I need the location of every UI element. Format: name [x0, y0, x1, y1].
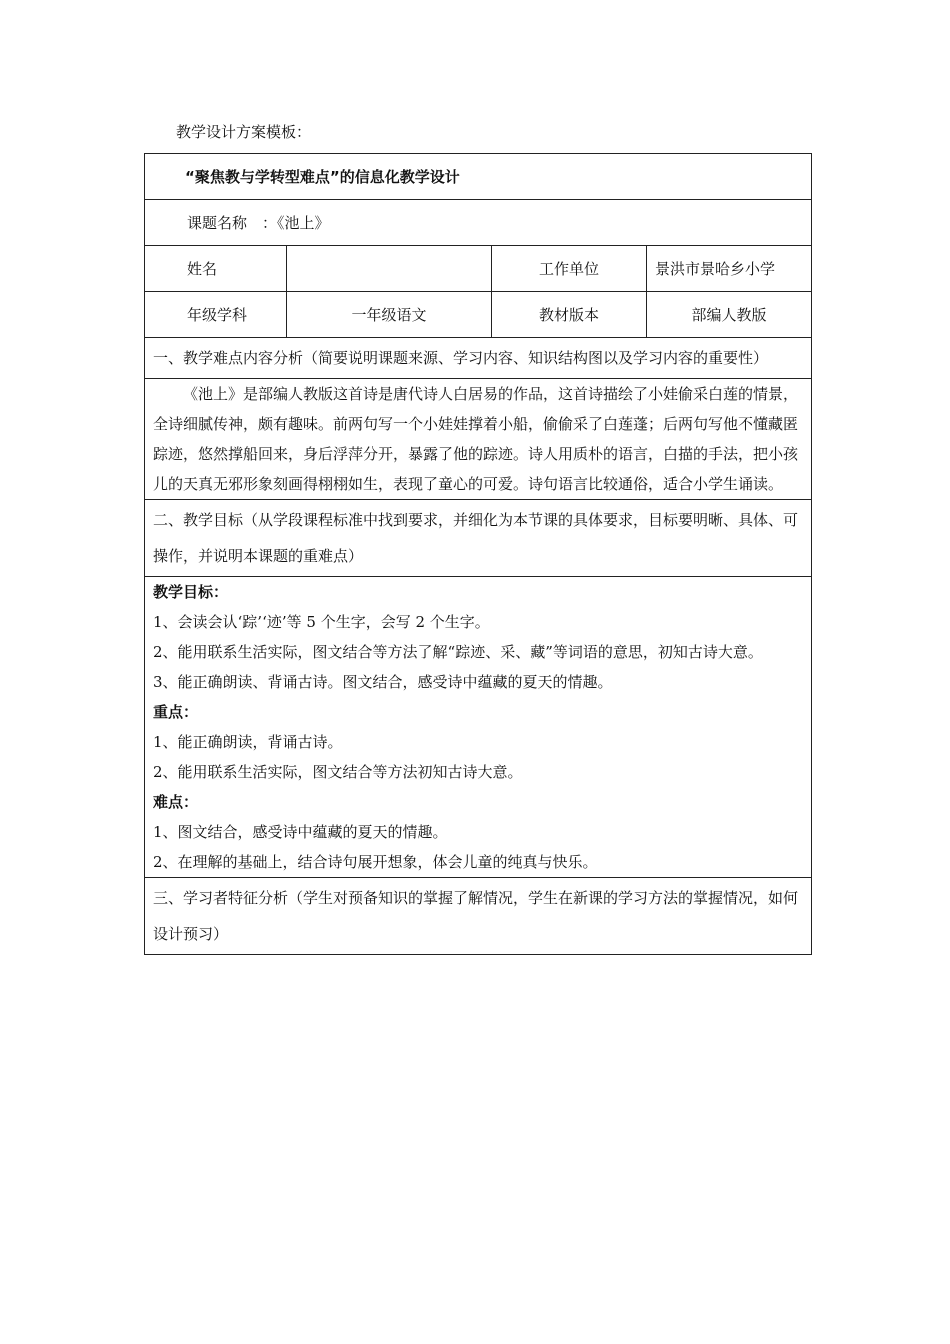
- info-row-1: [145, 246, 812, 292]
- key-point-item: 2、能用联系生活实际，图文结合等方法初知古诗大意。: [153, 763, 523, 781]
- edition-value: 部编人教版: [647, 292, 812, 338]
- table-title: “聚焦教与学转型难点”的信息化教学设计: [185, 167, 460, 186]
- topic-row: [145, 200, 812, 246]
- section3-heading-row: [145, 878, 812, 955]
- section2-heading: 二、教学目标（从学段课程标准中找到要求，并细化为本节课的具体要求，目标要明晰、具体、可操作，并说明本课题的重难点）: [145, 500, 812, 577]
- info-row-2: [145, 292, 812, 338]
- section1-heading-row: [145, 338, 812, 379]
- title-cell: [145, 154, 812, 200]
- title-row: [145, 154, 812, 200]
- name-label: 姓名: [145, 246, 287, 292]
- key-point-item: 1、能正确朗读，背诵古诗。: [153, 733, 343, 751]
- goal-item: 1、会读会认‘踪’‘迹’等 5 个生字，会写 2 个生字。: [153, 613, 490, 631]
- difficult-point-item: 2、在理解的基础上，结合诗句展开想象，体会儿童的纯真与快乐。: [153, 853, 598, 871]
- template-intro: 教学设计方案模板：: [176, 123, 312, 141]
- key-points-title: 重点：: [153, 703, 199, 721]
- section3-heading: 三、学习者特征分析（学生对预备知识的掌握了解情况，学生在新课的学习方法的掌握情况，如何设计预习）: [145, 878, 812, 955]
- goals-title: 教学目标：: [153, 583, 229, 601]
- section2-heading-row: [145, 500, 812, 577]
- edition-label: 教材版本: [492, 292, 647, 338]
- difficult-point-item: 1、图文结合，感受诗中蕴藏的夏天的情趣。: [153, 823, 448, 841]
- section1-body-row: [145, 379, 812, 500]
- name-value: [287, 246, 492, 292]
- topic-text: 课题名称 ：《池上》: [187, 213, 330, 232]
- goal-item: 3、能正确朗读、背诵古诗。图文结合，感受诗中蕴藏的夏天的情趣。: [153, 673, 613, 691]
- topic-cell: [145, 200, 812, 246]
- goals-cell: [145, 577, 812, 878]
- section1-body: 《池上》是部编人教版这首诗是唐代诗人白居易的作品，这首诗描绘了小娃偷采白莲的情景，全诗细腻传神，颇有趣味。前两句写一个小娃娃撑着小船，偷偷采了白莲蓬；后两句写他不懂藏匿踪迹，悠然撑船回来，身后浮萍分开，暴露了他的踪迹。诗人用质朴的语言，白描的手法，把小孩儿的天真无邪形象刻画得栩栩如生，表现了童心的可爱。诗句语言比较通俗，适合小学生诵读。: [145, 379, 812, 500]
- unit-value: 景洪市景哈乡小学: [647, 246, 812, 292]
- grade-label: 年级学科: [145, 292, 287, 338]
- grade-value: 一年级语文: [287, 292, 492, 338]
- unit-label: 工作单位: [492, 246, 647, 292]
- design-table: [144, 153, 812, 955]
- goals-row: [145, 577, 812, 878]
- section1-heading: 一、教学难点内容分析（简要说明课题来源、学习内容、知识结构图以及学习内容的重要性）: [145, 338, 812, 379]
- difficult-points-title: 难点：: [153, 793, 199, 811]
- goal-item: 2、能用联系生活实际，图文结合等方法了解“踪迹、采、藏”等词语的意思，初知古诗大意。: [153, 643, 763, 661]
